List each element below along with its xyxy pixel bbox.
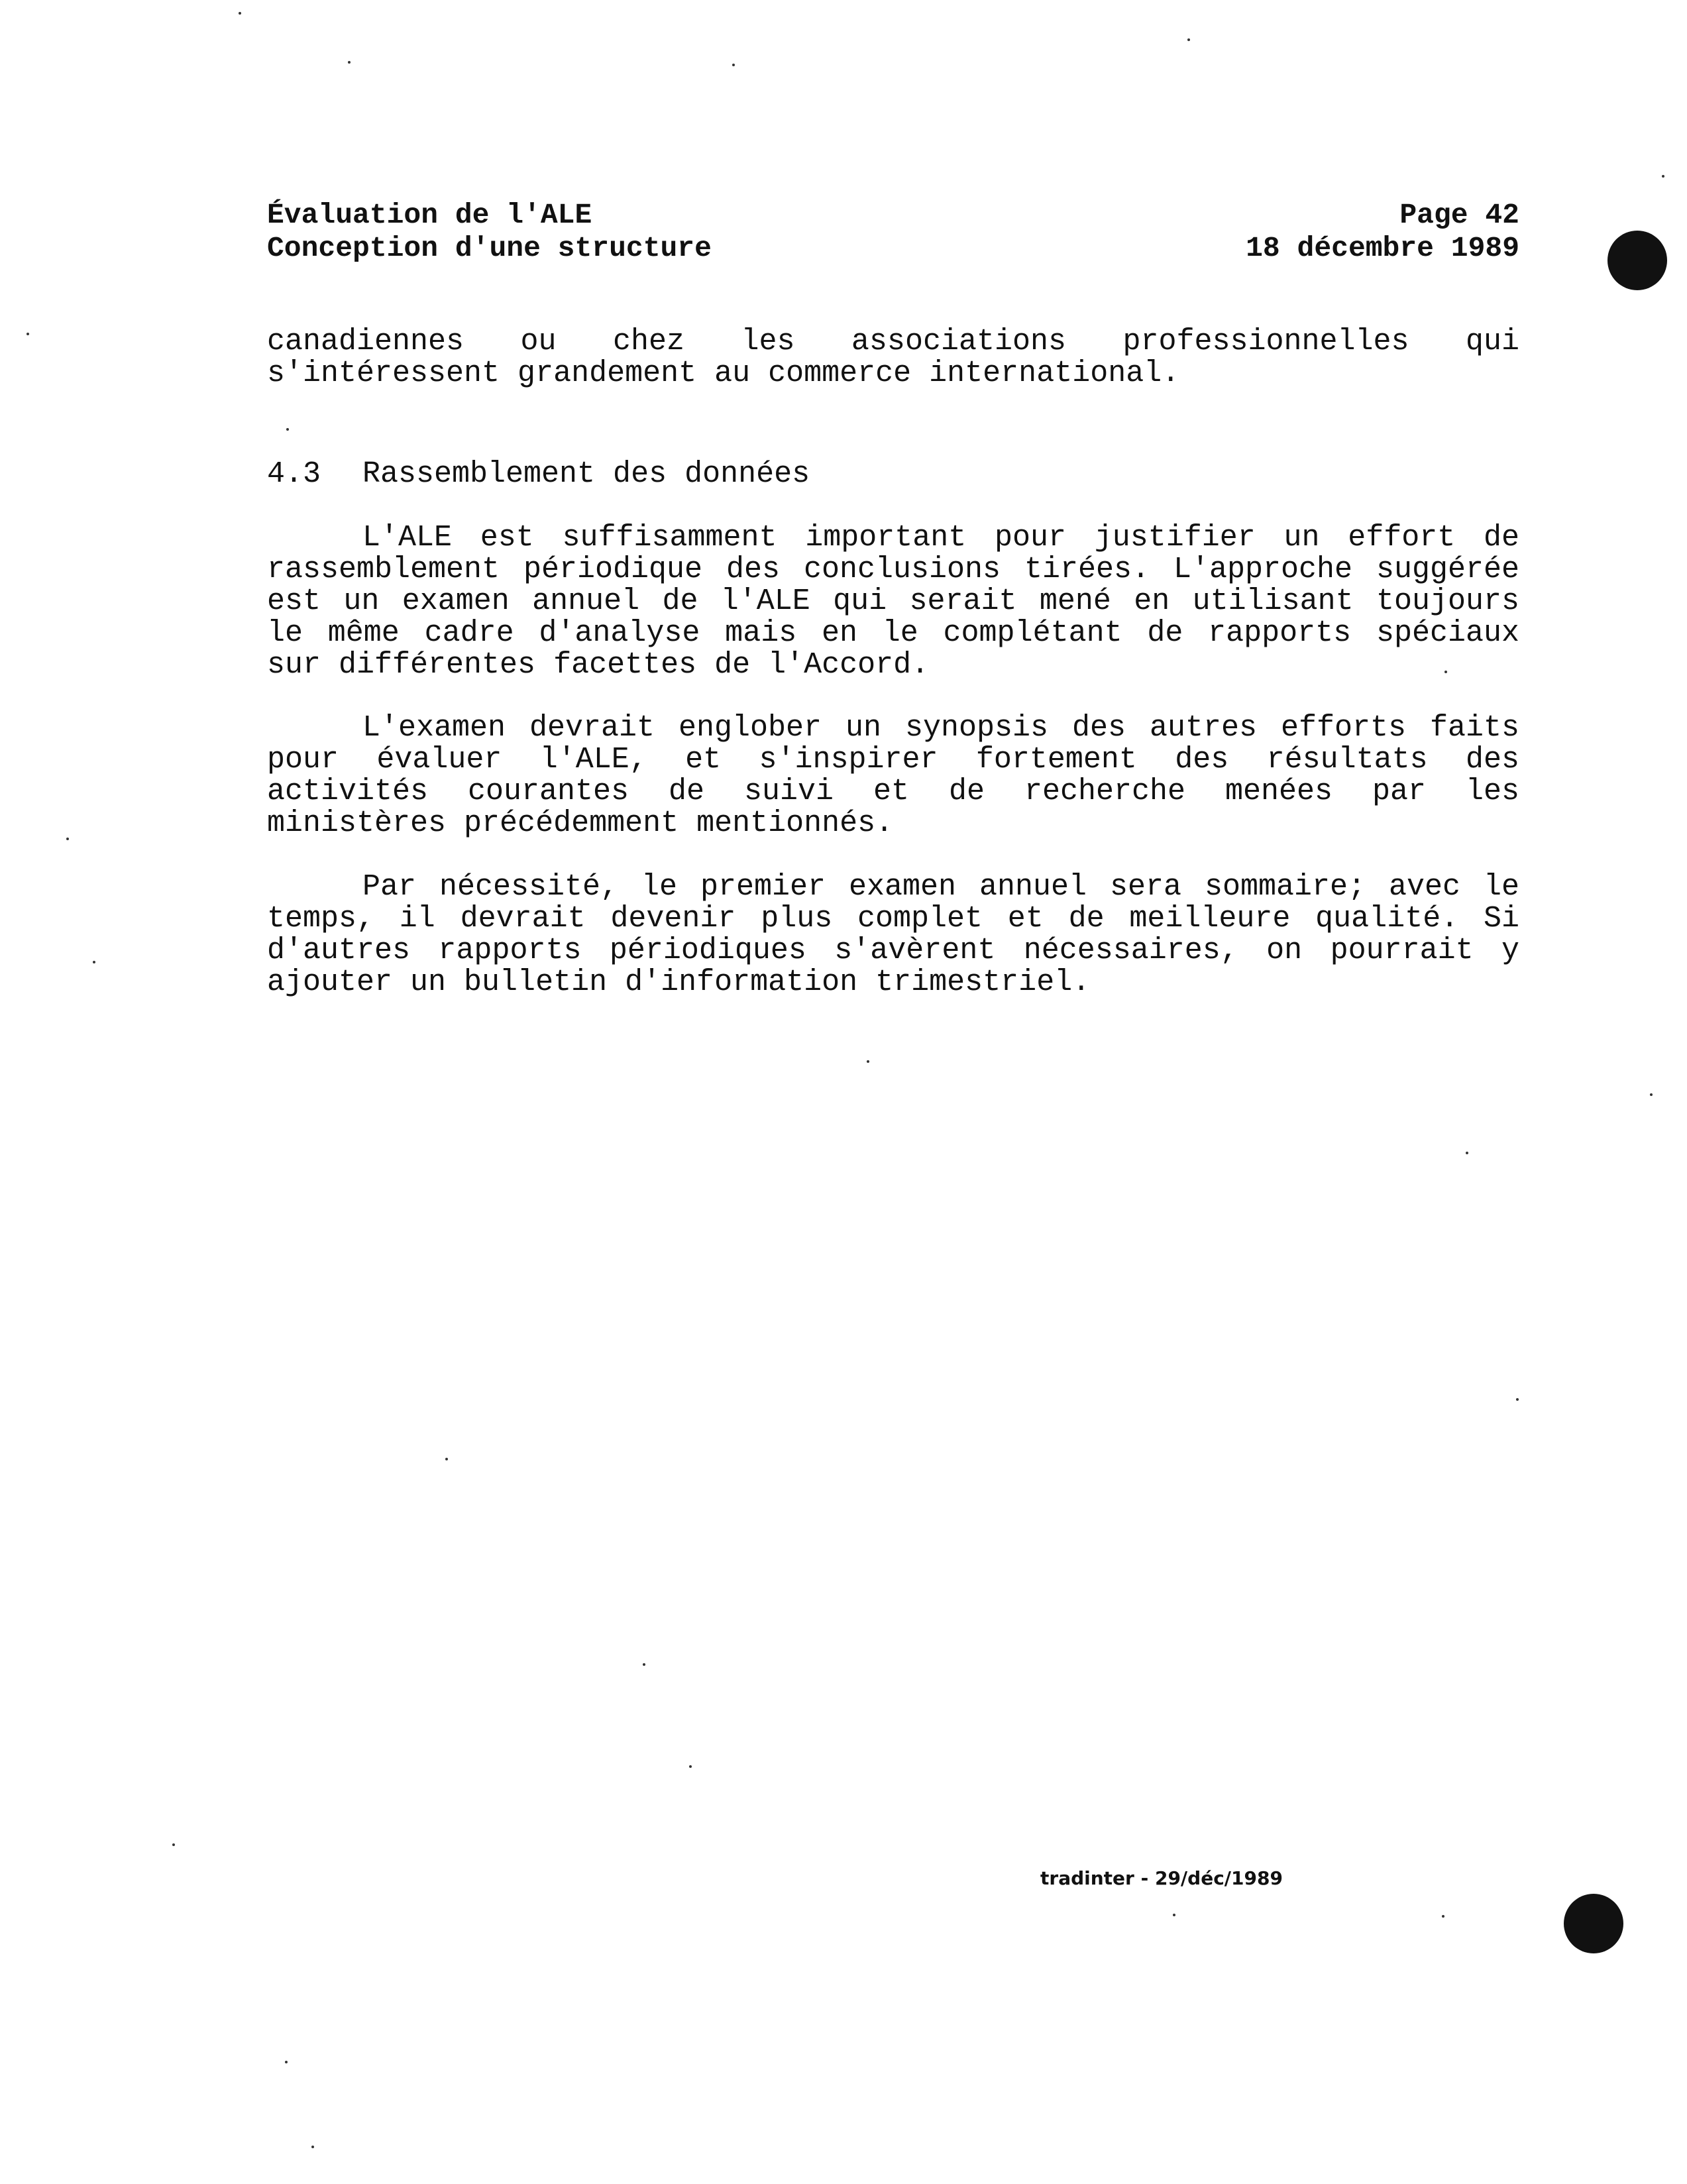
scan-speck bbox=[689, 1765, 692, 1768]
scan-speck bbox=[27, 333, 29, 335]
scan-speck bbox=[93, 961, 95, 963]
scan-speck bbox=[1442, 1915, 1444, 1918]
scan-speck bbox=[311, 2146, 314, 2148]
continuation-block bbox=[267, 326, 1519, 390]
scan-speck bbox=[732, 64, 735, 66]
scan-speck bbox=[1662, 175, 1664, 178]
paragraph-3: Par nécessité, le premier examen annuel sera sommaire; avec le temps, il devrait devenir plus complet et de meilleure qualité. Si d'autres rapports périodiques s'avèrent nécessaires, on pourrait y ajouter un bulletin d'information trimestriel. bbox=[267, 870, 1519, 999]
scan-speck bbox=[1187, 38, 1190, 41]
document-subtitle: Conception d'une structure bbox=[267, 232, 712, 264]
scan-speck bbox=[1173, 1914, 1175, 1916]
paragraph-3-block bbox=[267, 871, 1519, 999]
scan-speck bbox=[1650, 1093, 1653, 1096]
paragraph-2-block bbox=[267, 712, 1519, 840]
scan-speck bbox=[1444, 671, 1447, 673]
header-right bbox=[1246, 199, 1519, 265]
scan-speck bbox=[867, 1060, 869, 1063]
paragraph-1: L'ALE est suffisamment important pour justifier un effort de rassemblement périodique des conclusions tirées. L'approche suggérée est un examen annuel de l'ALE qui serait mené en utilisant toujours le même cadre d'analyse mais en le complétant de rapports spéciaux sur différentes facettes de l'Accord. bbox=[267, 521, 1519, 682]
scan-speck bbox=[66, 838, 69, 840]
scan-speck bbox=[285, 2061, 288, 2063]
header-left bbox=[267, 199, 712, 265]
translation-stamp: tradinter - 29/déc/1989 bbox=[1040, 1867, 1283, 1889]
section-number: 4.3 bbox=[267, 457, 321, 491]
document-title: Évaluation de l'ALE bbox=[267, 199, 592, 231]
scan-speck bbox=[172, 1843, 175, 1846]
scan-speck bbox=[348, 61, 351, 64]
continuation-paragraph: canadiennes ou chez les associations professionnelles qui s'intéressent grandement au commerce international. bbox=[267, 325, 1519, 390]
page-number: Page 42 bbox=[1399, 199, 1519, 231]
scan-speck bbox=[286, 428, 289, 431]
scan-speck bbox=[1516, 1398, 1519, 1401]
paragraph-2: L'examen devrait englober un synopsis des autres efforts faits pour évaluer l'ALE, et s'inspirer fortement des résultats des activités courantes de suivi et de recherche menées par les ministères précédemment mentionnés. bbox=[267, 711, 1519, 840]
punch-hole-bottom bbox=[1564, 1894, 1623, 1953]
punch-hole-top bbox=[1607, 231, 1667, 290]
scan-speck bbox=[239, 12, 241, 15]
scan-speck bbox=[445, 1458, 448, 1460]
document-date: 18 décembre 1989 bbox=[1246, 232, 1519, 264]
section-title: Rassemblement des données bbox=[362, 457, 810, 491]
scan-speck bbox=[1466, 1152, 1468, 1154]
paragraph-1-block bbox=[267, 522, 1519, 681]
scan-speck bbox=[643, 1663, 645, 1666]
section-heading bbox=[267, 459, 810, 490]
